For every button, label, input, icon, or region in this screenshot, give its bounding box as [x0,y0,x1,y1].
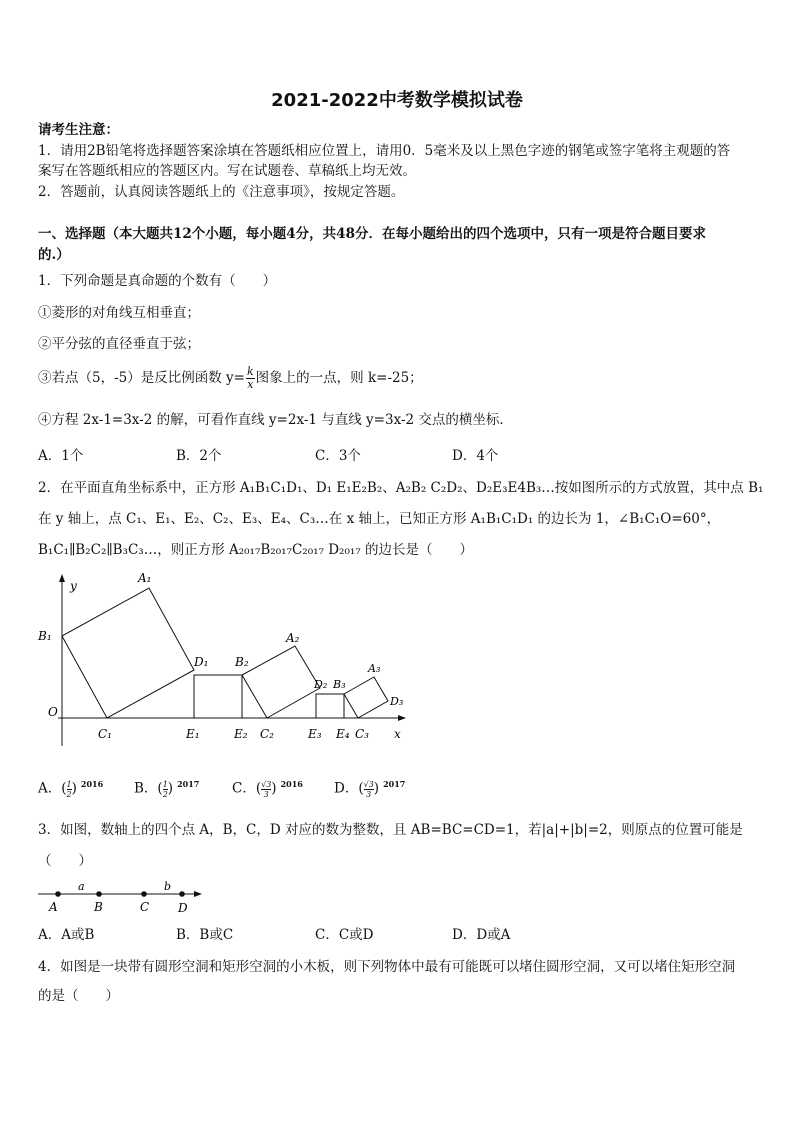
label-y: y [70,579,77,593]
q1-item3-post: 图象上的一点，则 k=-25； [255,370,423,386]
fraction-denominator: 2 [66,789,72,799]
fraction-numerator: 1 [162,779,168,789]
square-2 [242,646,320,718]
close-paren: ) [271,780,277,797]
q2-line-2: 在 y 轴上，点 C₁、E₁、E₂、C₂、E₃、E₄、C₃…在 x 轴上，已知正方形 A₁B₁C₁D₁ 的边长为 1，∠B₁C₁O=60°， [38,511,721,527]
q1-item3-pre: ③若点（5，-5）是反比例函数 y= [38,370,245,386]
fraction-denominator: 2 [162,789,168,799]
label-a: A [49,900,58,914]
option-a-label: A．( [38,780,67,797]
section-heading-line-1: 一、选择题（本大题共12个小题，每小题4分，共48分．在每小题给出的四个选项中，只有一项是符合题目要求 [38,226,706,242]
q4-line-1: 4．如图是一块带有圆形空洞和矩形空洞的小木板，则下列物体中最有可能既可以堵住圆形空洞，又可以堵住矩形空洞 [38,959,736,975]
q1-option-c[interactable]: C．3个 [315,448,361,464]
q1-option-b[interactable]: B．2个 [176,448,222,464]
label-o: O [48,705,58,719]
option-b-label: B．( [134,780,163,797]
section-heading-line-2: 的.） [38,247,70,263]
square-3 [344,677,388,718]
q2-line-3: B₁C₁∥B₂C₂∥B₃C₃…，则正方形 A₂₀₁₇B₂₀₁₇C₂₀₁₇ D₂₀₁₇ 的边长是（ ） [38,542,473,558]
notice-heading: 请考生注意： [38,122,119,138]
label-a1: A₁ [138,571,152,585]
q3-option-d[interactable]: D．D或A [452,927,511,943]
q3-number-line [36,876,208,916]
q2-option-c[interactable] [232,774,303,799]
q3-option-a[interactable]: A．A或B [38,927,95,943]
label-d: D [178,901,188,915]
label-e3: E₃ [308,727,322,741]
point-b [96,891,102,897]
point-c [141,891,147,897]
fraction-numerator: k [246,365,254,378]
q1-option-a[interactable]: A．1个 [38,448,84,464]
square-d2e3e4b3 [316,694,344,718]
option-d-label: D．( [334,780,364,797]
label-d1: D₁ [194,655,209,669]
option-d-exponent: 2017 [383,779,406,789]
option-c-exponent: 2016 [280,779,303,789]
q2-line-1: 2．在平面直角坐标系中，正方形 A₁B₁C₁D₁、D₁ E₁E₂B₂、A₂B₂ C₂D₂、D₂E₃E4B₃…按如图所示的方式放置，其中点 B₁ [38,480,764,496]
label-b1: B₁ [38,629,52,643]
q3-line-2: （ ） [38,853,92,869]
option-d-fraction [364,780,374,799]
label-e4: E₄ [336,727,350,741]
q1-item-4: ④方程 2x-1=3x-2 的解，可看作直线 y=2x-1 与直线 y=3x-2 交点的横坐标． [38,412,513,428]
number-line-arrow [194,891,202,897]
label-b2: B₂ [235,655,249,669]
x-axis-arrow [398,715,406,721]
page-title: 2021-2022中考数学模拟试卷 [271,90,523,111]
point-a [55,891,61,897]
q2-option-a[interactable] [38,774,103,799]
label-e2: E₂ [234,727,248,741]
label-b3: B₃ [333,678,346,691]
label-a2: A₂ [286,631,300,645]
label-b-lower: b [164,880,172,893]
notice-line-1b: 案写在答题纸相应的答题区内。写在试题卷、草稿纸上均无效。 [38,163,416,179]
close-paren: ) [71,780,77,797]
label-a3: A₃ [368,662,381,675]
option-c-fraction [261,780,271,799]
q2-squares-figure [36,570,416,750]
q1-item-2: ②平分弦的直径垂直于弦； [38,336,200,352]
label-e1: E₁ [186,727,200,741]
label-b: B [94,900,103,914]
q1-option-d[interactable]: D．4个 [452,448,499,464]
square-d1e1e2b2 [194,675,242,718]
fraction-denominator: 3 [263,789,269,799]
fraction-denominator: x [247,378,254,391]
q4-line-2: 的是（ ） [38,988,119,1004]
label-c: C [140,900,150,914]
q3-option-c[interactable]: C．C或D [315,927,374,943]
option-b-exponent: 2017 [177,779,200,789]
label-x: x [394,727,401,741]
q1-stem: 1．下列命题是真命题的个数有（ ） [38,273,277,289]
y-axis-arrow [59,574,65,582]
q2-option-d[interactable] [334,774,405,799]
square-1 [62,588,194,718]
label-c2: C₂ [260,727,274,741]
option-c-label: C．( [232,780,262,797]
q1-item-3 [38,366,423,391]
point-d [179,891,185,897]
fraction-denominator: 3 [366,789,372,799]
option-a-exponent: 2016 [80,779,104,789]
fraction-numerator: √3 [261,779,272,789]
q3-option-b[interactable]: B．B或C [176,927,234,943]
q2-option-b[interactable] [134,774,199,799]
label-d2: D₂ [314,678,328,691]
close-paren: ) [167,780,174,797]
notice-line-1a: 1．请用2B铅笔将选择题答案涂填在答题纸相应位置上，请用0．5毫米及以上黑色字迹的钢笔或签字笔将主观题的答 [38,143,731,159]
notice-line-2: 2．答题前，认真阅读答题纸上的《注意事项》，按规定答题。 [38,184,405,200]
k-over-x-fraction [246,366,255,391]
label-c3: C₃ [355,727,369,741]
label-d3: D₃ [390,695,404,708]
fraction-numerator: √3 [363,779,374,789]
label-c1: C₁ [98,727,112,741]
label-a-lower: a [78,880,85,893]
close-paren: ) [373,780,380,797]
q3-line-1: 3．如图，数轴上的四个点 A，B，C，D 对应的数为整数，且 AB=BC=CD=1，若|a|+|b|=2，则原点的位置可能是 [38,822,743,838]
fraction-numerator: 1 [66,779,72,789]
q1-item-1: ①菱形的对角线互相垂直； [38,305,200,321]
